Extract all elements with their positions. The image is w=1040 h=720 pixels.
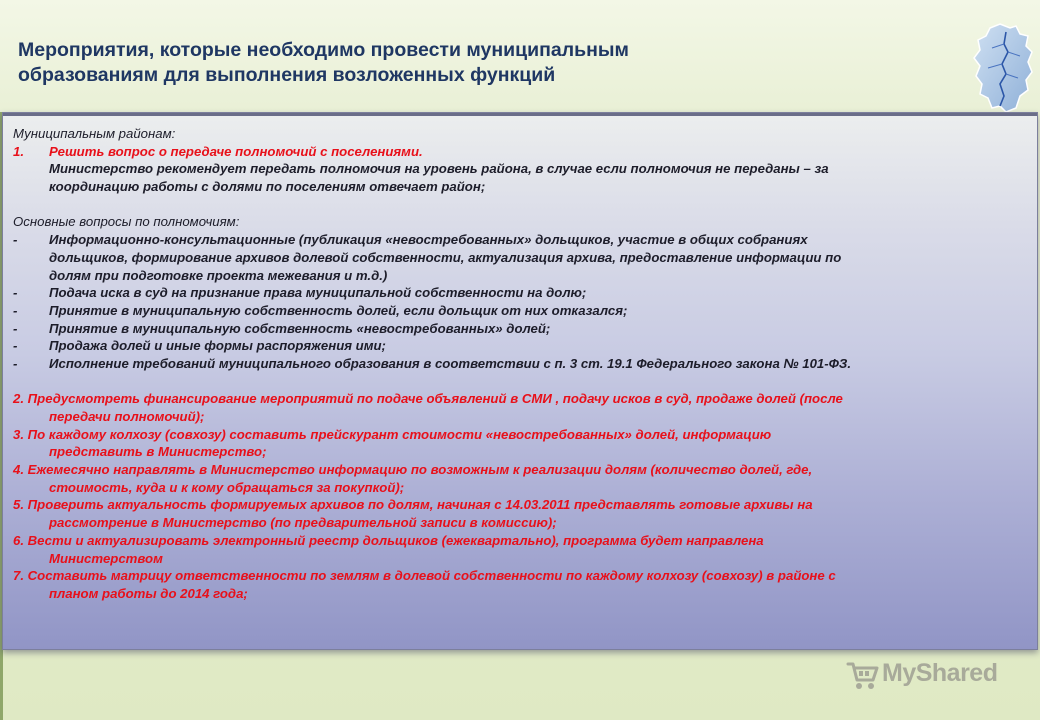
bullet-3-text: Принятие в муниципальную собственность долей, если дольщик от них отказался; [49, 302, 628, 318]
bullet-marker: - [13, 285, 18, 301]
bullet-1-line-2: дольщиков, формирование архивов долевой собственности, актуализация архива, предоставление информации по [49, 249, 842, 265]
spacer [13, 373, 1029, 391]
item-2-line-2: передачи полномочий); [49, 409, 205, 424]
bullet-5-text: Продажа долей и иные формы распоряжения ими; [49, 338, 386, 354]
item-5-line-1: 5. Проверить актуальность формируемых архивов по долям, начиная с 14.03.2011 представлять готовые архивы на [13, 497, 813, 513]
item-4-line-1: 4. Ежемесячно направлять в Министерство информацию по возможным к реализации долям (количество долей, где, [13, 462, 813, 478]
spacer [13, 196, 1029, 214]
region-map-icon [970, 22, 1036, 114]
item-6-line-2: Министерством [49, 550, 163, 566]
intro-line: Муниципальным районам: [13, 126, 176, 141]
slide-title [18, 38, 918, 88]
bullet-marker: - [13, 232, 18, 248]
bullet-3 [13, 302, 1029, 320]
myshared-watermark[interactable] [846, 656, 1006, 696]
item-1-text-line-1: Министерство рекомендует передать полномочия на уровень района, в случае если полномочия не переданы – за [49, 161, 829, 177]
bullet-1-line-3: долям при подготовке проекта межевания и т.д.) [49, 267, 388, 283]
title-line-2: образованиям для выполнения возложенных функций [18, 64, 556, 86]
slide-header [0, 0, 1040, 112]
item-2-line-1: 2. Предусмотреть финансирование мероприятий по подаче объявлений в СМИ , подачу исков в суд, продаже долей (после [13, 391, 843, 407]
bullet-4 [13, 320, 1029, 338]
item-7-line-1: 7. Составить матрицу ответственности по землям в долевой собственности по каждому колхозу (совхозу) в районе с [13, 568, 836, 584]
bullet-2 [13, 284, 1029, 302]
panel-top-rule [3, 113, 1037, 116]
item-5-line-2: рассмотрение в Министерство (по предварительной записи в комиссию); [49, 515, 557, 531]
item-1-text-line-2: координацию работы с долями по поселениям отвечает район; [49, 179, 486, 195]
bullet-4-text: Принятие в муниципальную собственность «невостребованных» долей; [49, 320, 551, 336]
watermark-text: MyShared [882, 659, 998, 687]
bullet-6 [13, 355, 1029, 373]
bullet-1-line-1 [13, 231, 1029, 249]
bullet-2-text: Подача иска в суд на признание права муниципальной собственности на долю; [49, 285, 587, 301]
item-1-marker: 1. [13, 143, 24, 159]
bullet-1-text: Информационно-консультационные (публикация «невостребованных» дольщиков, участие в общих собраниях [49, 232, 808, 248]
item-6-line-1: 6. Вести и актуализировать электронный реестр дольщиков (ежеквартально), программа будет направлена [13, 532, 764, 548]
bullet-5 [13, 337, 1029, 355]
item-1-heading [13, 143, 1029, 161]
shopping-cart-icon [846, 658, 880, 692]
bullet-marker: - [13, 302, 18, 318]
questions-heading: Основные вопросы по полномочиям: [13, 214, 240, 230]
bullet-marker: - [13, 355, 18, 371]
title-line-1: Мероприятия, которые необходимо провести муниципальным [18, 39, 629, 61]
content-panel [2, 112, 1038, 650]
item-4-line-2: стоимость, куда и к кому обращаться за покупкой); [49, 479, 405, 495]
item-3-line-2: представить в Министерство; [49, 444, 267, 460]
bullet-6-text: Исполнение требований муниципального образования в соответствии с п. 3 ст. 19.1 Федерального закона № 101-ФЗ. [49, 355, 852, 371]
bullet-marker: - [13, 320, 18, 336]
item-1-heading-text: Решить вопрос о передаче полномочий с поселениями. [49, 143, 423, 159]
bullet-marker: - [13, 338, 18, 354]
body-text [13, 125, 1029, 603]
item-3-line-1: 3. По каждому колхозу (совхозу) составить прейскурант стоимости «невостребованных» долей, информацию [13, 426, 772, 442]
item-7-line-2: планом работы до 2014 года; [49, 585, 248, 601]
